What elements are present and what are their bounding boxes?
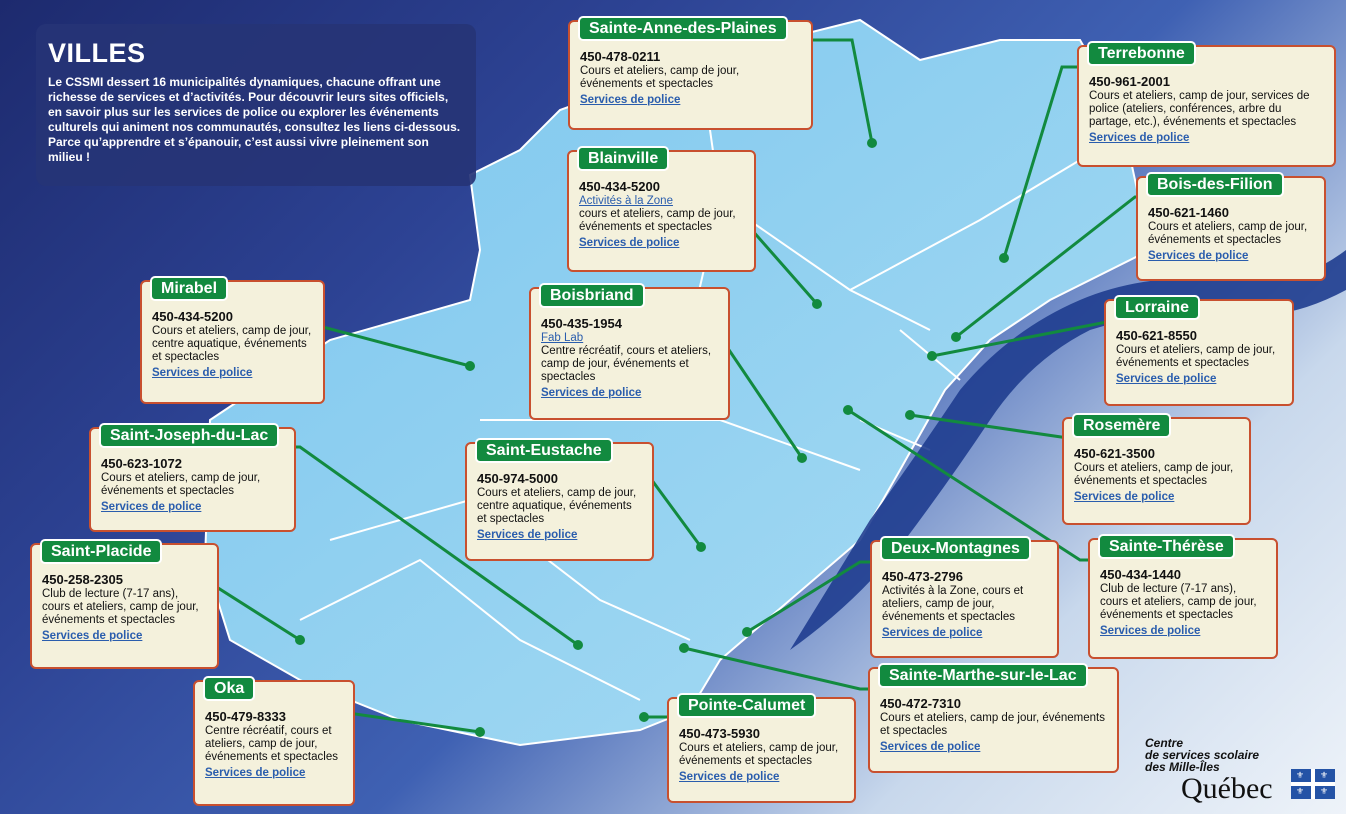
description: Cours et ateliers, camp de jour, centre aquatique, événements et spectacles	[152, 325, 312, 363]
city-name: Sainte-Marthe-sur-le-Lac	[878, 663, 1088, 688]
city-name: Sainte-Thérèse	[1098, 534, 1235, 559]
city-name: Saint-Placide	[40, 539, 162, 564]
card-deux-montagnes	[870, 540, 1059, 658]
description: Centre récréatif, cours et ateliers, camp de jour, événements et spectacles	[541, 345, 712, 383]
logo-line: des Mille-Îles	[1145, 760, 1220, 774]
phone: 450-478-0211	[580, 49, 661, 64]
logo-line: Centre	[1145, 736, 1184, 750]
intro-panel	[36, 24, 476, 186]
police-link[interactable]: Services de police	[42, 630, 143, 642]
city-name: Lorraine	[1114, 295, 1200, 320]
card-pointe-calumet	[667, 697, 856, 803]
card-saint-eustache	[465, 442, 654, 561]
description: Cours et ateliers, camp de jour, événements et spectacles	[101, 472, 261, 497]
police-link[interactable]: Services de police	[579, 237, 680, 249]
police-link[interactable]: Services de police	[152, 367, 253, 379]
description: Club de lecture (7-17 ans), cours et ateliers, camp de jour, événements et spectacles	[1100, 583, 1257, 621]
card-boisbriand	[529, 287, 730, 420]
city-name: Pointe-Calumet	[677, 693, 816, 718]
city-name: Sainte-Anne-des-Plaines	[578, 16, 788, 41]
phone: 450-434-1440	[1100, 567, 1181, 582]
police-link[interactable]: Services de police	[541, 387, 642, 399]
phone: 450-434-5200	[152, 309, 233, 324]
police-link[interactable]: Services de police	[880, 741, 981, 753]
fab-lab-link[interactable]: Fab Lab	[541, 332, 584, 344]
city-name: Oka	[203, 676, 255, 701]
description: Centre récréatif, cours et ateliers, camp de jour, événements et spectacles	[205, 725, 338, 763]
card-sainte-anne-des-plaines	[568, 20, 813, 130]
logo-text	[1145, 737, 1259, 773]
police-link[interactable]: Services de police	[1100, 625, 1201, 637]
description: Cours et ateliers, camp de jour, événements et spectacles	[580, 65, 740, 90]
phone: 450-472-7310	[880, 696, 961, 711]
city-name: Bois-des-Filion	[1146, 172, 1284, 197]
card-sainte-therese	[1088, 538, 1278, 659]
description: Cours et ateliers, camp de jour, événements et spectacles	[1074, 462, 1234, 487]
police-link[interactable]: Services de police	[1116, 373, 1217, 385]
police-link[interactable]: Services de police	[1089, 132, 1190, 144]
police-link[interactable]: Services de police	[882, 627, 983, 639]
card-sainte-marthe-sur-le-lac	[868, 667, 1119, 773]
description: Activités à la Zone, cours et ateliers, camp de jour, événements et spectacles	[882, 585, 1024, 623]
description: Club de lecture (7-17 ans), cours et ateliers, camp de jour, événements et spectacles	[42, 588, 199, 626]
phone: 450-434-5200	[579, 179, 660, 194]
logo	[1145, 737, 1340, 807]
police-link[interactable]: Services de police	[477, 529, 578, 541]
description: Cours et ateliers, camp de jour, événements et spectacles	[880, 712, 1106, 737]
city-name: Saint-Joseph-du-Lac	[99, 423, 279, 448]
phone: 450-473-2796	[882, 569, 963, 584]
description: Cours et ateliers, camp de jour, événements et spectacles	[679, 742, 839, 767]
card-oka	[193, 680, 355, 806]
phone: 450-621-1460	[1148, 205, 1229, 220]
phone: 450-621-3500	[1074, 446, 1155, 461]
intro-text: Le CSSMI dessert 16 municipalités dynamiques, chacune offrant une richesse de services et d’activités. Pour découvrir leurs sites officiels, en savoir plus sur les services de police ou explorer les événements culturels qui animent nos communautés, consultez les liens ci-dessous. Parce qu’apprendre et s’épanouir, c’est aussi vivre pleinement son milieu !	[48, 75, 461, 164]
city-name: Blainville	[577, 146, 669, 171]
card-bois-des-filion	[1136, 176, 1326, 281]
police-link[interactable]: Services de police	[679, 771, 780, 783]
intro-title: VILLES	[48, 38, 146, 68]
police-link[interactable]: Services de police	[205, 767, 306, 779]
card-terrebonne	[1077, 45, 1336, 167]
card-saint-joseph-du-lac	[89, 427, 296, 532]
phone: 450-479-8333	[205, 709, 286, 724]
card-mirabel	[140, 280, 325, 404]
police-link[interactable]: Services de police	[1148, 250, 1249, 262]
description: Cours et ateliers, camp de jour, événements et spectacles	[1116, 344, 1276, 369]
logo-line: de services scolaire	[1145, 748, 1260, 762]
phone: 450-961-2001	[1089, 74, 1170, 89]
city-name: Deux-Montagnes	[880, 536, 1031, 561]
description: Cours et ateliers, camp de jour, événements et spectacles	[1148, 221, 1308, 246]
phone: 450-974-5000	[477, 471, 558, 486]
city-name: Terrebonne	[1087, 41, 1196, 66]
quebec-flag-icon: ⚜ ⚜ ⚜ ⚜	[1291, 769, 1335, 799]
police-link[interactable]: Services de police	[580, 94, 681, 106]
description: Cours et ateliers, camp de jour, services de police (ateliers, conférences, arbre du partage, etc.), événements et spectacles	[1089, 90, 1310, 128]
city-name: Mirabel	[150, 276, 228, 301]
description: cours et ateliers, camp de jour, événements et spectacles	[579, 208, 736, 233]
card-saint-placide	[30, 543, 219, 669]
police-link[interactable]: Services de police	[101, 501, 202, 513]
card-blainville	[567, 150, 756, 272]
city-name: Saint-Eustache	[475, 438, 613, 463]
quebec-wordmark: Québec	[1181, 772, 1273, 805]
card-lorraine	[1104, 299, 1294, 406]
zone-link[interactable]: Activités à la Zone	[579, 195, 673, 207]
police-link[interactable]: Services de police	[1074, 491, 1175, 503]
description: Cours et ateliers, camp de jour, centre aquatique, événements et spectacles	[477, 487, 637, 525]
phone: 450-623-1072	[101, 456, 182, 471]
city-name: Rosemère	[1072, 413, 1171, 438]
card-rosemere	[1062, 417, 1251, 525]
phone: 450-473-5930	[679, 726, 760, 741]
phone: 450-258-2305	[42, 572, 123, 587]
phone: 450-435-1954	[541, 316, 622, 331]
phone: 450-621-8550	[1116, 328, 1197, 343]
city-name: Boisbriand	[539, 283, 645, 308]
